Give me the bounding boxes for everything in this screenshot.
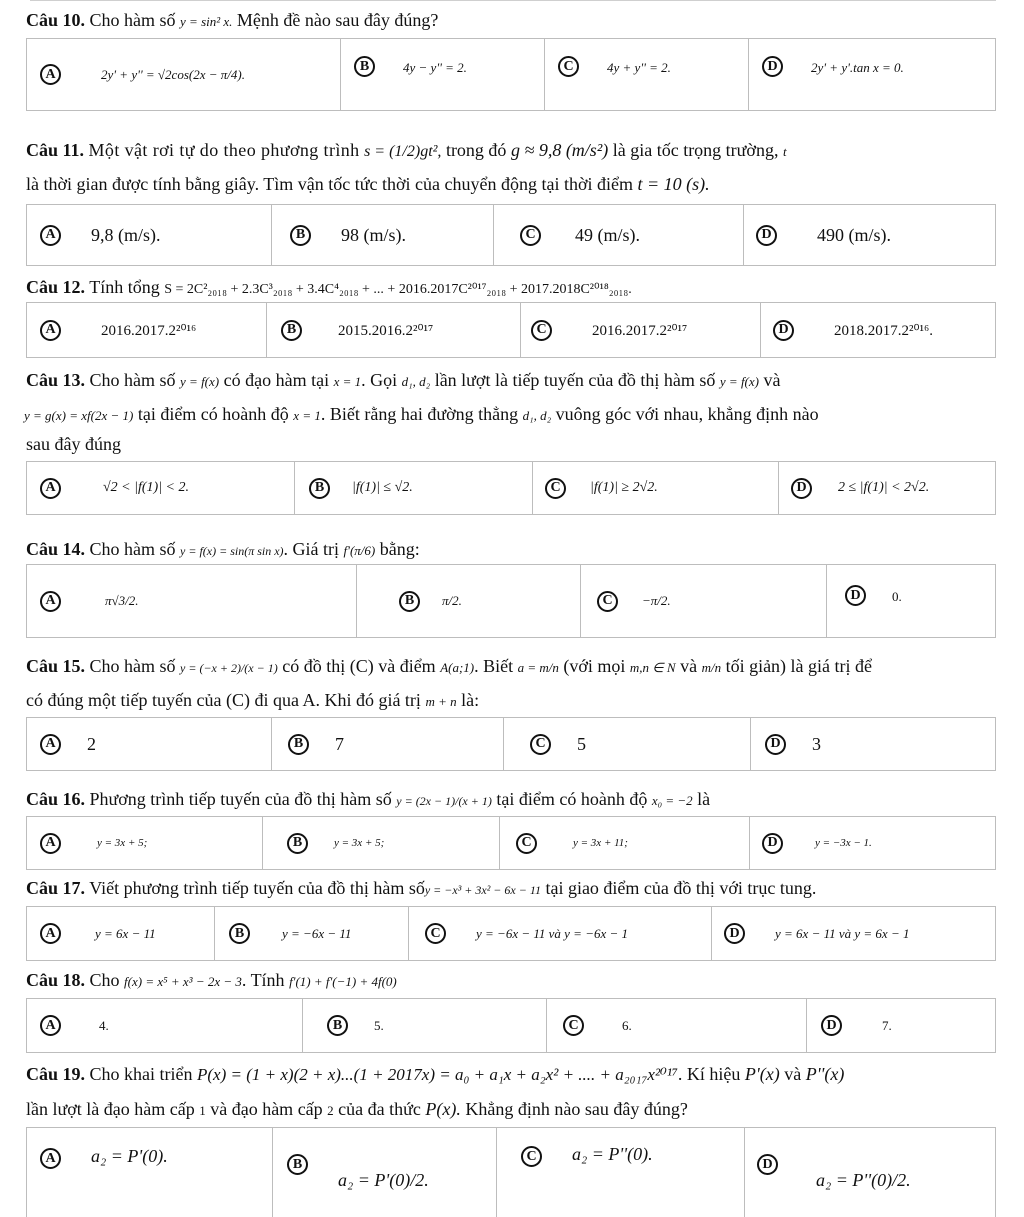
question-11: Câu 11. Một vật rơi tự do theo phương trình s = (1/2)gt², trong đó g ≈ 9,8 (m/s²) là gia tốc trọng trường, t [26,140,787,160]
question-11-line2: là thời gian được tính bằng giây. Tìm vận tốc tức thời của chuyển động tại thời điểm t = 10 (s). [26,174,710,194]
question-16: Câu 16. Phương trình tiếp tuyến của đồ thị hàm số y = (2x − 1)/(x + 1) tại điểm có hoành độ x₀ = −2 là [26,789,711,809]
option-a[interactable]: A a₂ = P'(0). [27,1128,273,1217]
question-15-line2: có đúng một tiếp tuyến của (C) đi qua A. Khi đó giá trị m + n là: [26,690,480,710]
option-b[interactable]: B y = −6x − 11 [215,907,409,960]
option-b[interactable]: B y = 3x + 5; [263,817,500,869]
options-12 [26,302,996,358]
options-14 [26,564,996,638]
options-19 [26,1127,996,1217]
option-a[interactable]: A π√3/2. [27,565,357,637]
option-a[interactable]: A 2y' + y'' = √2cos(2x − π/4). [27,39,341,110]
option-d[interactable]: D 0. [827,565,995,637]
formula: y = sin² x. [180,14,233,29]
option-d[interactable]: D 3 [751,718,995,770]
options-13 [26,461,996,515]
option-d[interactable]: D y = 6x − 11 và y = 6x − 1 [712,907,995,960]
question-18: Câu 18. Cho f(x) = x⁵ + x³ − 2x − 3. Tính f'(1) + f'(−1) + 4f(0) [26,970,397,990]
option-b[interactable]: B 4y − y'' = 2. [341,39,545,110]
option-letter-a: A [40,64,61,85]
option-c[interactable]: C 2016.2017.2²⁰¹⁷ [521,303,761,357]
option-b[interactable]: B π/2. [357,565,581,637]
option-b[interactable]: B 2015.2016.2²⁰¹⁷ [267,303,521,357]
top-rule [30,0,996,1]
options-18 [26,998,996,1053]
option-b[interactable]: B |f(1)| ≤ √2. [295,462,533,514]
option-a[interactable]: A 4. [27,999,303,1052]
option-b[interactable]: B 5. [303,999,547,1052]
options-15 [26,717,996,771]
options-16 [26,816,996,870]
option-a[interactable]: A 9,8 (m/s). [27,205,272,265]
question-13: Câu 13. Cho hàm số y = f(x) có đạo hàm tại x = 1. Gọi d₁, d₂ lần lượt là tiếp tuyến của đồ thị hàm số y = f(x) và [26,370,781,390]
question-19: Câu 19. Cho khai triển P(x) = (1 + x)(2 + x)...(1 + 2017x) = a₀ + a₁x + a₂x² + .... + a₂₀₁₇x²⁰¹⁷. Kí hiệu P'(x) và P''(x) [26,1064,845,1084]
option-d[interactable]: D 2018.2017.2²⁰¹⁶. [761,303,995,357]
option-b[interactable]: B 7 [272,718,504,770]
option-d[interactable]: D 2y' + y'.tan x = 0. [749,39,995,110]
option-c[interactable]: C |f(1)| ≥ 2√2. [533,462,779,514]
option-d[interactable]: D 490 (m/s). [744,205,995,265]
options-17 [26,906,996,961]
question-13-line3: sau đây đúng [26,434,121,454]
option-a[interactable]: A √2 < |f(1)| < 2. [27,462,295,514]
question-15: Câu 15. Cho hàm số y = (−x + 2)/(x − 1) có đồ thị (C) và điểm A(a;1). Biết a = m/n (với mọi m,n ∈ N và m/n tối giản) là giá trị để [26,656,873,676]
option-c[interactable]: C 4y + y'' = 2. [545,39,749,110]
option-c[interactable]: C 5 [504,718,751,770]
option-d[interactable]: D y = −3x − 1. [750,817,995,869]
option-c[interactable]: C y = 3x + 11; [500,817,750,869]
option-b[interactable]: B 98 (m/s). [272,205,494,265]
question-19-line2: lần lượt là đạo hàm cấp 1 và đạo hàm cấp 2 của đa thức P(x). Khẳng định nào sau đây đúng? [26,1099,688,1119]
option-a[interactable]: A y = 3x + 5; [27,817,263,869]
question-17: Câu 17. Viết phương trình tiếp tuyến của đồ thị hàm sốy = −x³ + 3x² − 6x − 11 tại giao điểm của đồ thị với trục tung. [26,878,817,898]
question-13-line2: y = g(x) = xf(2x − 1) tại điểm có hoành độ x = 1. Biết rằng hai đường thẳng d₁, d₂ vuông góc với nhau, khẳng định nào [24,404,819,424]
question-12: Câu 12. Tính tổng S = 2C²₂₀₁₈ + 2.3C³₂₀₁₈ + 3.4C⁴₂₀₁₈ + ... + 2016.2017C²⁰¹⁷₂₀₁₈ + 2017.2018C²⁰¹⁸₂₀₁₈. [26,277,632,297]
option-d[interactable]: D a₂ = P''(0)/2. [745,1128,995,1217]
options-11 [26,204,996,266]
option-c[interactable]: C a₂ = P''(0). [497,1128,745,1217]
question-10: Câu 10. Cho hàm số y = sin² x. Mệnh đề nào sau đây đúng? [26,10,439,30]
option-c[interactable]: C 49 (m/s). [494,205,744,265]
option-d[interactable]: D 2 ≤ |f(1)| < 2√2. [779,462,995,514]
question-14: Câu 14. Cho hàm số y = f(x) = sin(π sin x). Giá trị f'(π/6) bằng: [26,539,420,559]
option-c[interactable]: C 6. [547,999,807,1052]
option-c[interactable]: C y = −6x − 11 và y = −6x − 1 [409,907,712,960]
option-d[interactable]: D 7. [807,999,995,1052]
option-c[interactable]: C −π/2. [581,565,827,637]
option-b[interactable]: B a₂ = P'(0)/2. [273,1128,497,1217]
options-10 [26,38,996,111]
option-a[interactable]: A y = 6x − 11 [27,907,215,960]
option-a[interactable]: A 2 [27,718,272,770]
option-a[interactable]: A 2016.2017.2²⁰¹⁶ [27,303,267,357]
